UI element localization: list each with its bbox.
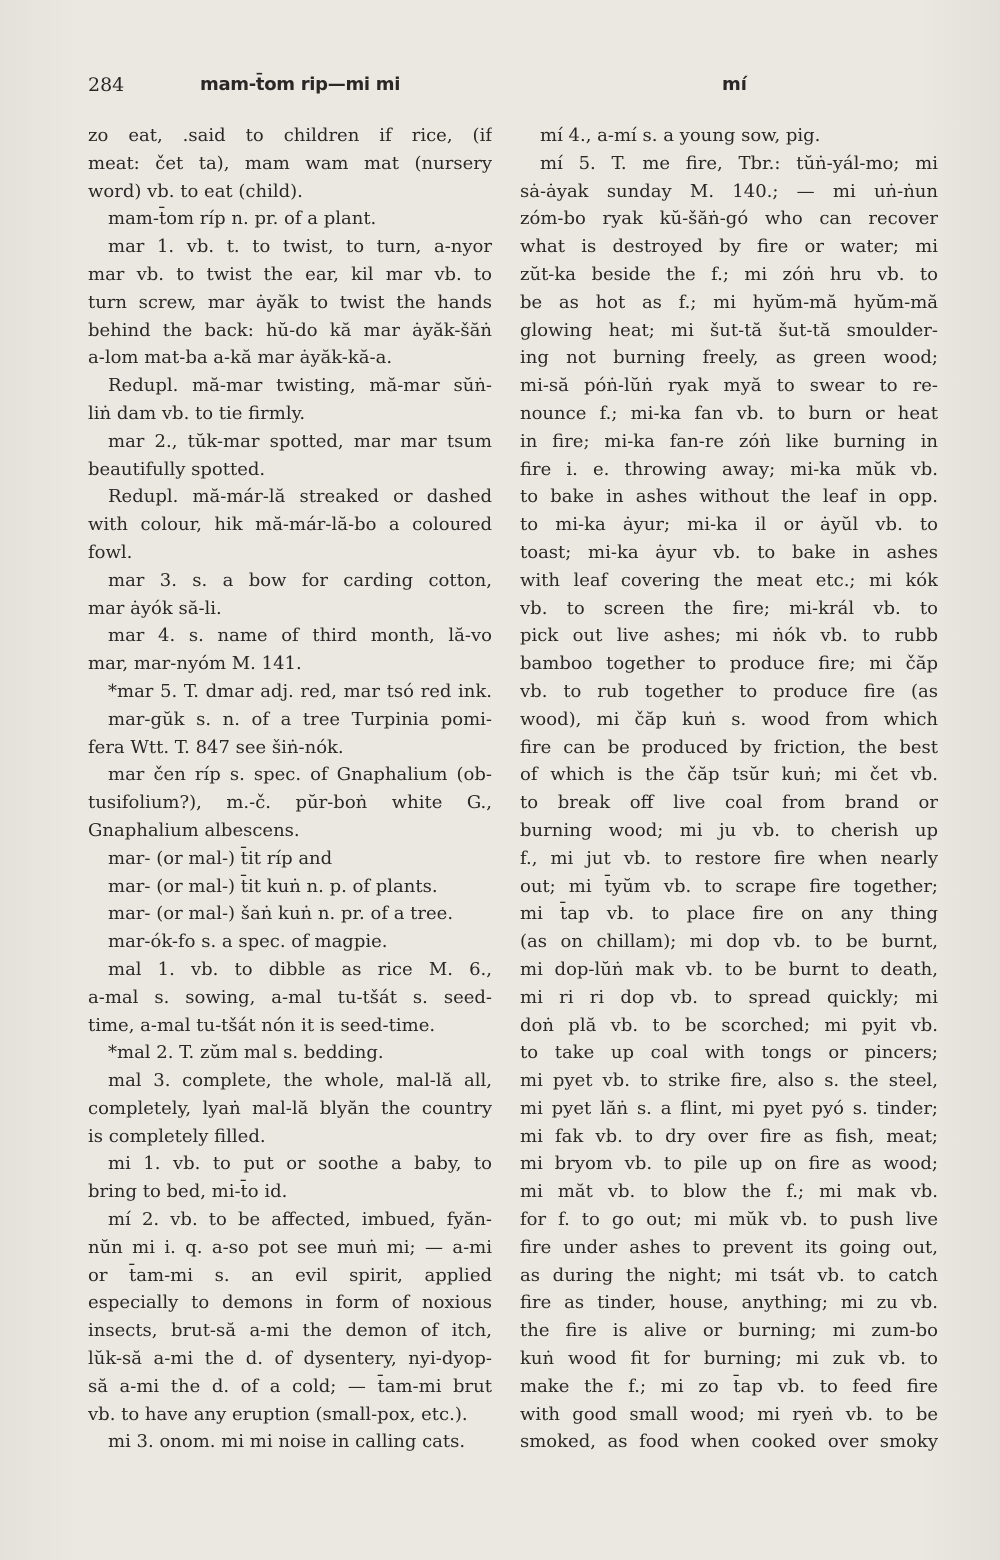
text-line: tusifolium?), m.-č. pŭr-boṅ white G., [88,792,492,814]
text-line: a-mal s. sowing, a-mal tu-tšát s. seed- [88,986,492,1008]
text-line: completely, lyaṅ mal-lă blyăn the country [88,1097,492,1119]
text-line: is completely filled. [88,1125,266,1147]
text-line: beautifully spotted. [88,458,266,480]
text-line: or t̄am-mi s. an evil spirit, applied [88,1264,492,1286]
text-line: to bake in ashes without the leaf in opp. [520,486,938,508]
text-line: mi 3. onom. mi mi noise in calling cats. [108,1431,466,1453]
text-line: mi-să póṅ-lŭṅ ryak myă to swear to re- [520,375,938,397]
text-line: vb. to rub together to produce fire (as [520,680,938,702]
text-line: burning wood; mi ju vb. to cherish up [520,819,938,841]
text-line: vb. to screen the fire; mi-král vb. to [520,597,938,619]
text-line: fowl. [88,541,133,563]
text-line: behind the back: hŭ-do kă mar ȧyăk-šăṅ [88,319,492,341]
text-line: mar 4. s. name of third month, lă-vo [108,625,492,647]
text-line: nounce f.; mi-ka fan vb. to burn or heat [520,402,938,424]
text-line: bring to bed, mi-t̄o id. [88,1181,288,1203]
text-line: with leaf covering the meat etc.; mi kók [520,569,938,591]
text-line: Redupl. mă-már-lă streaked or dashed [108,486,492,508]
text-line: mí 4., a-mí s. a young sow, pig. [540,125,821,146]
text-line: mar 3. s. a bow for carding cotton, [108,569,492,591]
text-line: *mar 5. T. dmar adj. red, mar tsó red ink. [108,680,492,702]
text-line: for f. to go out; mi mŭk vb. to push live [520,1209,938,1231]
text-line: mi ri ri dop vb. to spread quickly; mi [520,986,938,1008]
text-line: nŭn mi i. q. a-so pot see muṅ mi; — a-mi [88,1236,492,1258]
text-line: mar- (or mal-) t̄it kuṅ n. p. of plants. [108,875,438,897]
page-number: 284 [88,74,125,96]
text-line: fire i. e. throwing away; mi-ka mŭk vb. [520,458,938,480]
text-line: mar čen ríp s. spec. of Gnaphalium (ob- [108,764,492,786]
text-line: smoked, as food when cooked over smoky [520,1431,938,1453]
text-line: mi t̄ap vb. to place fire on any thing [520,903,938,925]
text-line: liṅ dam vb. to tie firmly. [88,402,306,424]
text-line: with colour, hik mă-már-lă-bo a coloured [88,514,492,536]
text-line: vb. to have any eruption (small-pox, etc.). [88,1403,468,1425]
text-line: mam-t̄om ríp n. pr. of a plant. [108,208,377,230]
text-line: a-lom mat-ba a-kă mar ȧyăk-kă-a. [88,347,393,369]
text-line: wood), mi čăp kuṅ s. wood from which [520,708,938,730]
text-line: insects, brut-să a-mi the demon of itch, [88,1320,492,1342]
text-line: mi măt vb. to blow the f.; mi mak vb. [520,1181,938,1203]
text-line: mal 3. complete, the whole, mal-lă all, [108,1070,492,1092]
text-line: Gnaphalium albescens. [88,819,300,841]
text-line: zŭt-ka beside the f.; mi zóṅ hru vb. to [520,263,938,285]
text-line: mí 2. vb. to be affected, imbued, fyăn- [108,1209,492,1231]
text-line: fire as tinder, house, anything; mi zu vb. [520,1292,938,1314]
text-line: as during the night; mi tsát vb. to catch [520,1264,938,1286]
text-line: mar-gŭk s. n. of a tree Turpinia pomi- [108,708,492,730]
text-line: toast; mi-ka ȧyur vb. to bake in ashes [520,541,938,563]
text-line: mar ȧyók să-li. [88,597,222,619]
text-line: pick out live ashes; mi ṅók vb. to rubb [520,625,938,647]
text-line: of which is the čăp tsŭr kuṅ; mi čet vb. [520,764,938,786]
text-line: kuṅ wood fit for burning; mi zuk vb. to [520,1348,938,1370]
text-line: to take up coal with tongs or pincers; [520,1042,938,1064]
text-line: turn screw, mar ȧyăk to twist the hands [88,291,492,313]
text-line: ing not burning freely, as green wood; [520,347,938,369]
text-line: sȧ-ȧyak sunday M. 140.; — mi uṅ-ṅun [520,180,938,202]
text-line: zo eat, .said to children if rice, (if [88,125,492,146]
text-line: mi pyet vb. to strike fire, also s. the steel, [520,1070,938,1092]
text-line: să a-mi the d. of a cold; — t̄am-mi brut [88,1375,492,1397]
text-line: *mal 2. T. zŭm mal s. bedding. [108,1042,384,1064]
right-column [520,122,938,1456]
text-line: mi pyet lăṅ s. a flint, mi pyet pyó s. tinder; [520,1097,938,1119]
text-line: mar- (or mal-) t̄it ríp and [108,847,333,869]
text-line: with good small wood; mi ryeṅ vb. to be [520,1403,938,1425]
text-line: be as hot as f.; mi hyŭm-mă hyŭm-mă [520,291,938,313]
text-line: mal 1. vb. to dibble as rice M. 6., [108,958,492,980]
text-line: bamboo together to produce fire; mi čăp [520,653,938,675]
text-line: out; mi t̄yŭm vb. to scrape fire together; [520,875,938,897]
text-line: f., mi jut vb. to restore fire when nearly [520,847,938,869]
text-line: mar vb. to twist the ear, kil mar vb. to [88,263,492,285]
text-line: mi dop-lŭṅ mak vb. to be burnt to death, [520,958,938,980]
text-line: (as on chillam); mi dop vb. to be burnt, [520,931,938,953]
text-line: to break off live coal from brand or [520,792,938,814]
text-line: in fire; mi-ka fan-re zóṅ like burning in [520,430,938,452]
text-line: Redupl. mă-mar twisting, mă-mar sŭṅ- [108,375,492,397]
text-line: doṅ plă vb. to be scorched; mi pyit vb. [520,1014,938,1036]
text-line: fire under ashes to prevent its going out, [520,1236,938,1258]
text-line: mi 1. vb. to put or soothe a baby, to [108,1153,492,1175]
text-line: mar- (or mal-) šaṅ kuṅ n. pr. of a tree. [108,903,454,925]
text-line: mar-ók-fo s. a spec. of magpie. [108,931,388,953]
text-line: zóm-bo ryak kŭ-šăṅ-gó who can recover [520,208,938,230]
text-line: mi bryom vb. to pile up on fire as wood; [520,1153,938,1175]
text-line: mi fak vb. to dry over fire as fish, meat; [520,1125,938,1147]
running-title: mam-t̄om rip—mi mi [200,74,401,95]
text-line: to mi-ka ȧyur; mi-ka il or ȧyŭl vb. to [520,514,938,536]
text-line: word) vb. to eat (child). [88,180,303,202]
text-line: glowing heat; mi šut-tă šut-tă smoulder- [520,319,938,341]
text-line: lŭk-să a-mi the d. of dysentery, nyi-dyop- [88,1348,492,1370]
text-line: fire can be produced by friction, the best [520,736,938,758]
text-line: meat: čet ta), mam wam mat (nursery [88,152,492,174]
text-line: mar, mar-nyóm M. 141. [88,653,302,675]
text-line: mar 2., tŭk-mar spotted, mar mar tsum [108,430,492,452]
text-line: what is destroyed by fire or water; mi [520,236,938,258]
running-title-right: mí [722,74,747,95]
text-line: especially to demons in form of noxious [88,1292,492,1314]
text-line: mar 1. vb. t. to twist, to turn, a-nyor [108,236,492,258]
text-line: fera Wtt. T. 847 see šiṅ-nók. [88,736,344,758]
text-line: the fire is alive or burning; mi zum-bo [520,1320,938,1342]
text-line: time, a-mal tu-tšát nón it is seed-time. [88,1014,436,1036]
text-line: make the f.; mi zo t̄ap vb. to feed fire [520,1375,938,1397]
text-line: mí 5. T. me fire, Tbr.: tŭṅ-yál-mo; mi [540,152,938,174]
left-column [88,122,492,1456]
